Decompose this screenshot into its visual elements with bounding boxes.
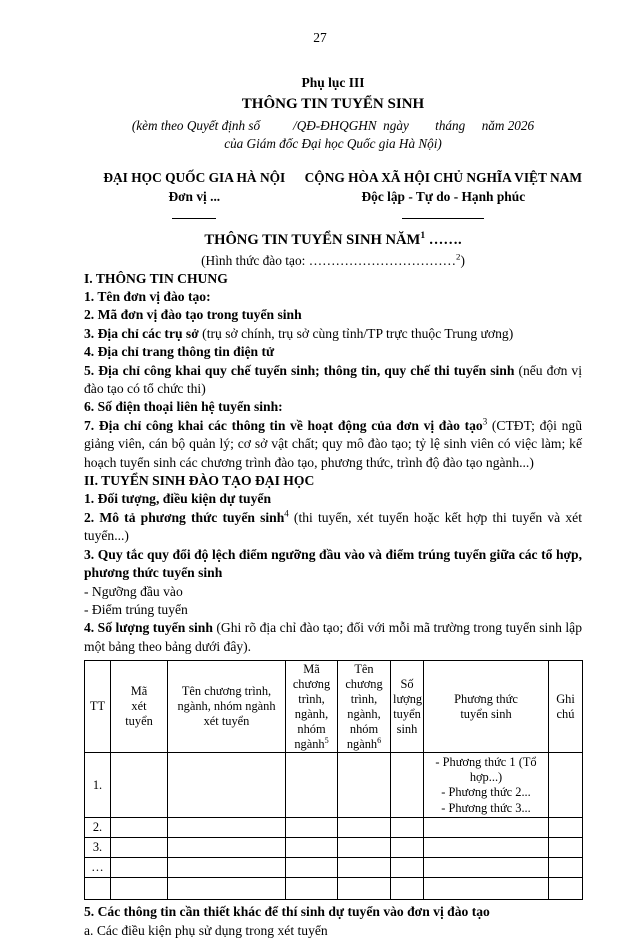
- cell-ten-nganh[interactable]: [338, 753, 391, 818]
- section-2-bullet-1: - Ngưỡng đầu vào: [84, 583, 183, 599]
- cell-ma-xet-tuyen[interactable]: [111, 753, 168, 818]
- section-1-item-6: [84, 398, 582, 416]
- section-2-item-5-label: 5. Các thông tin cần thiết khác để thí sinh dự tuyển vào đơn vị đào tạo: [84, 904, 490, 920]
- section-1-item-2-label: 2. Mã đơn vị đào tạo trong tuyển sinh: [84, 307, 302, 323]
- column-header-ma-nganh-text: Mã chương trình, ngành, nhóm ngành: [292, 662, 331, 751]
- cell-phuong-thuc[interactable]: [424, 878, 549, 900]
- cell-ten-nganh[interactable]: [338, 838, 391, 858]
- section-1-item-2: [84, 306, 582, 324]
- cell-ma-xet-tuyen[interactable]: [111, 858, 168, 878]
- decree-reference-line-2: của Giám đốc Đại học Quốc gia Hà Nội): [224, 136, 442, 152]
- cell-so-luong[interactable]: [391, 878, 424, 900]
- org-left-block: [84, 169, 305, 224]
- training-mode-suffix: ): [460, 253, 465, 269]
- row-index: 3.: [85, 838, 111, 858]
- admission-year-title-text: THÔNG TIN TUYỂN SINH NĂM: [204, 232, 421, 249]
- cell-so-luong[interactable]: [391, 858, 424, 878]
- table-header-row: [85, 661, 583, 753]
- footnote-marker-1: 1: [420, 230, 426, 242]
- column-header-so-luong: [391, 661, 424, 753]
- column-header-ten-nganh: [338, 661, 391, 753]
- admission-year-title: [84, 231, 582, 250]
- row-index: 2.: [85, 818, 111, 838]
- column-header-tt-text: TT: [89, 699, 106, 714]
- cell-ten-chuong-trinh[interactable]: [168, 858, 286, 878]
- column-header-tt: [85, 661, 111, 753]
- section-1-item-5-label: 5. Địa chỉ công khai quy chế tuyển sinh; thông tin, quy chế thi tuyển sinh: [84, 362, 515, 378]
- section-1-item-3: [84, 325, 582, 343]
- cell-ma-nganh[interactable]: [286, 753, 338, 818]
- footnote-marker-6: 6: [377, 735, 382, 745]
- cell-so-luong[interactable]: [391, 838, 424, 858]
- table-body: [85, 753, 583, 900]
- cell-ma-nganh[interactable]: [286, 858, 338, 878]
- organization-header: [84, 169, 582, 224]
- section-2-heading: II. TUYỂN SINH ĐÀO TẠO ĐẠI HỌC: [84, 473, 315, 489]
- decree-reference-line-1: (kèm theo Quyết định số /QĐ-ĐHQGHN ngày tháng năm 2026: [131, 117, 535, 133]
- footnote-marker-2: 2: [456, 251, 461, 262]
- cell-ghi-chu[interactable]: [549, 838, 583, 858]
- cell-ghi-chu[interactable]: [549, 753, 583, 818]
- section-2-item-4-rest: (Ghi rõ địa chỉ đào tạo; đối với mỗi mã trường trong tuyển sinh lập một bảng theo bảng dưới đây).: [84, 620, 582, 654]
- org-right-divider: [402, 218, 484, 219]
- section-2-item-2: [84, 509, 582, 546]
- section-1-item-5-rest: (nếu đơn vị đào tạo có tổ chức thi): [84, 362, 582, 397]
- section-1-item-7: [84, 417, 582, 472]
- org-unit: Đơn vị ...: [168, 188, 221, 204]
- cell-ten-nganh[interactable]: [338, 818, 391, 838]
- column-header-ghi-chu: [549, 661, 583, 753]
- row-index: 1.: [85, 753, 111, 818]
- section-2-item-1-label: 1. Đối tượng, điều kiện dự tuyển: [84, 491, 272, 507]
- training-mode-line: [84, 252, 582, 269]
- cell-ghi-chu[interactable]: [549, 858, 583, 878]
- section-1-item-7-rest: (CTĐT; đội ngũ giảng viên, cán bộ quản lý; cơ sở vật chất; quy mô đào tạo; tỷ lệ sinh viên có việc làm; kế hoạch tuyển sinh các chương trình đào tạo, phương thức, trình độ đào tạo ngành...): [84, 417, 582, 470]
- footnote-marker-5: 5: [324, 735, 329, 745]
- table-header-row-group: [85, 661, 583, 753]
- table-row: [85, 878, 583, 900]
- section-1-item-5: [84, 362, 582, 399]
- row-index: …: [85, 858, 111, 878]
- section-1-item-1: [84, 288, 582, 306]
- section-2-item-5: [84, 903, 582, 921]
- cell-ten-chuong-trinh[interactable]: [168, 753, 286, 818]
- column-header-ten-nganh-text: Tên chương trình, ngành, nhóm ngành: [345, 662, 383, 751]
- cell-so-luong[interactable]: [391, 753, 424, 818]
- page-number: 27: [313, 30, 327, 45]
- column-header-ma-nganh: [286, 661, 338, 753]
- footnote-marker-3: 3: [482, 416, 488, 427]
- cell-ghi-chu[interactable]: [549, 878, 583, 900]
- cell-ten-chuong-trinh[interactable]: [168, 818, 286, 838]
- admission-quota-table: [84, 660, 583, 900]
- table-row: [85, 753, 583, 818]
- training-mode-prefix: (Hình thức đào tạo: ……………………………: [201, 253, 457, 269]
- column-header-phuong-thuc: [424, 661, 549, 753]
- column-header-ghi-chu-text: Ghi chú: [556, 691, 575, 721]
- cell-ghi-chu[interactable]: [549, 818, 583, 838]
- cell-ten-chuong-trinh[interactable]: [168, 838, 286, 858]
- section-1-item-4-label: 4. Địa chỉ trang thông tin điện tử: [84, 344, 275, 360]
- national-motto: Độc lập - Tự do - Hạnh phúc: [361, 188, 526, 204]
- table-row: [85, 818, 583, 838]
- section-2-item-3: [84, 546, 582, 583]
- section-2-item-1: [84, 490, 582, 508]
- document-main-title: THÔNG TIN TUYỂN SINH: [241, 95, 425, 112]
- section-2-item-4-label: 4. Số lượng tuyển sinh: [84, 620, 213, 636]
- column-header-ten-chuong-trinh: [168, 661, 286, 753]
- cell-phuong-thuc[interactable]: [424, 818, 549, 838]
- cell-ten-nganh[interactable]: [338, 878, 391, 900]
- section-1-item-4: [84, 343, 582, 361]
- section-1-item-3-rest: (trụ sở chính, trụ sở cùng tỉnh/TP trực thuộc Trung ương): [198, 325, 514, 341]
- section-1-item-1-label: 1. Tên đơn vị đào tạo:: [84, 289, 211, 304]
- row-index: [85, 878, 111, 900]
- cell-ma-nganh[interactable]: [286, 818, 338, 838]
- cell-ma-nganh[interactable]: [286, 878, 338, 900]
- section-2-item-2-label: 2. Mô tả phương thức tuyển sinh: [84, 509, 285, 525]
- section-1-item-6-label: 6. Số điện thoại liên hệ tuyển sinh:: [84, 399, 283, 415]
- column-header-ma-xet-tuyen: [111, 661, 168, 753]
- table-row: [85, 838, 583, 858]
- org-left-divider: [172, 218, 216, 219]
- cell-phuong-thuc[interactable]: [424, 838, 549, 858]
- cell-ma-xet-tuyen[interactable]: [111, 838, 168, 858]
- org-name: ĐẠI HỌC QUỐC GIA HÀ NỘI: [103, 170, 286, 186]
- section-1-heading: I. THÔNG TIN CHUNG: [84, 270, 228, 286]
- section-1-item-7-label: 7. Địa chỉ công khai các thông tin về hoạt động của đơn vị đào tạo: [84, 417, 483, 433]
- section-2-bullet-2: - Điểm trúng tuyển: [84, 601, 188, 617]
- footnote-marker-4: 4: [284, 508, 289, 519]
- cell-ten-nganh[interactable]: [338, 858, 391, 878]
- section-2-item-3-label: 3. Quy tắc quy đổi độ lệch điểm ngưỡng đầu vào và điểm trúng tuyển giữa các tổ hợp, phương thức tuyển sinh: [84, 546, 582, 581]
- column-header-phuong-thuc-text: Phương thức tuyển sinh: [454, 691, 518, 721]
- cell-ma-nganh[interactable]: [286, 838, 338, 858]
- cell-so-luong[interactable]: [391, 818, 424, 838]
- cell-ma-xet-tuyen[interactable]: [111, 818, 168, 838]
- appendix-label: Phụ lục III: [301, 75, 365, 90]
- national-title: CỘNG HÒA XÃ HỘI CHỦ NGHĨA VIỆT NAM: [304, 170, 582, 186]
- section-2-item-2-rest: (thi tuyển, xét tuyển hoặc kết hợp thi tuyển và xét tuyển...): [84, 509, 582, 544]
- section-1-item-3-label: 3. Địa chỉ các trụ sở: [84, 325, 199, 341]
- section-2-item-4: [84, 619, 582, 656]
- org-right-block: [305, 169, 582, 224]
- column-header-so-luong-text: Số lượng tuyển sinh: [393, 677, 423, 736]
- cell-ten-chuong-trinh[interactable]: [168, 878, 286, 900]
- cell-phuong-thuc[interactable]: [424, 858, 549, 878]
- column-header-ten-chuong-trinh-text: Tên chương trình, ngành, nhóm ngành xét tuyển: [177, 684, 276, 729]
- admission-year-dots: …….: [425, 232, 462, 249]
- column-header-ma-xet-tuyen-text: Mã xét tuyển: [125, 684, 153, 729]
- section-2-item-5a: a. Các điều kiện phụ sử dụng trong xét tuyển: [84, 922, 328, 938]
- cell-phuong-thuc[interactable]: - Phương thức 1 (Tổ hợp...) - Phương thức 2... - Phương thức 3...: [424, 753, 549, 818]
- table-row: [85, 858, 583, 878]
- cell-ma-xet-tuyen[interactable]: [111, 878, 168, 900]
